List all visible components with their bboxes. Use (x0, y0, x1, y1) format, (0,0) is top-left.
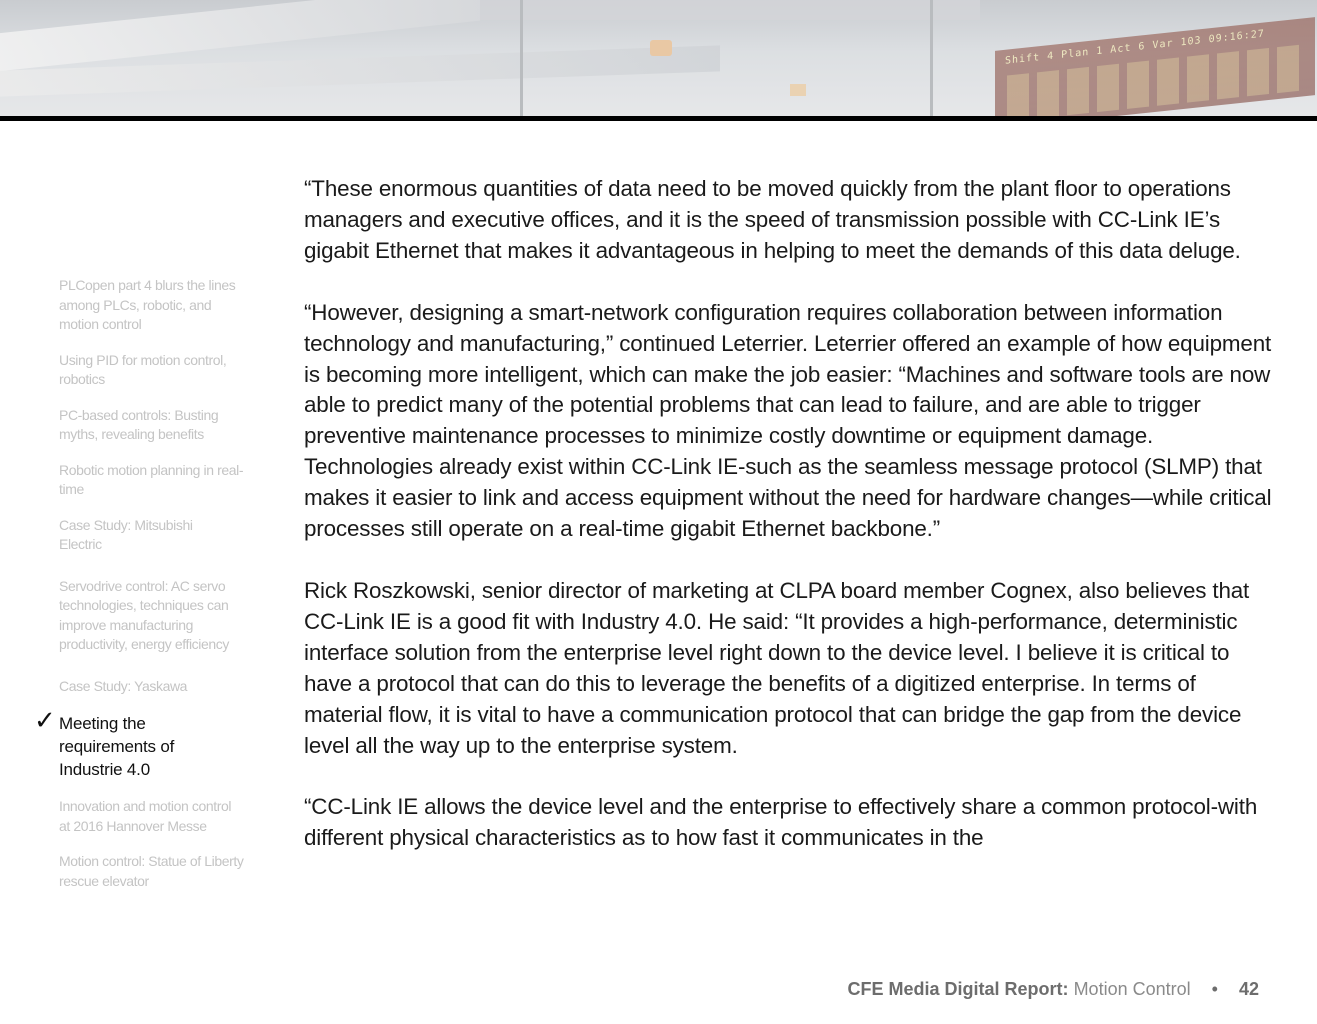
sidebar-item-label: Meeting the requirements of Industrie 4.0 (59, 714, 175, 779)
sidebar-item-label: Innovation and motion control at 2016 Hannover Messe (59, 798, 232, 834)
article-body (304, 174, 1279, 854)
board-text: Shift 4 Plan 1 Act 6 Var 103 09:16:27 (1005, 28, 1265, 67)
sidebar-item-statue-of-liberty[interactable] (34, 852, 244, 891)
hoist-hook (790, 84, 806, 96)
checkmark-icon: ✓ (34, 706, 56, 736)
sidebar-item-label: Case Study: Yaskawa (59, 677, 188, 694)
sidebar-item-case-study-mitsubishi[interactable] (34, 516, 199, 555)
page-number: 42 (1238, 979, 1259, 999)
sidebar-item-label: Using PID for motion control, robotics (59, 351, 227, 387)
sidebar-item-robotic-motion[interactable] (34, 461, 244, 500)
sidebar-item-label: Robotic motion planning in real-time (59, 461, 244, 497)
sidebar-item-hannover-messe[interactable] (34, 797, 244, 836)
section-title: Motion Control (1073, 979, 1191, 999)
sidebar-nav (34, 276, 244, 907)
sidebar-item-label: Case Study: Mitsubishi Electric (59, 516, 193, 552)
article-paragraph: “However, designing a smart-network configuration requires collaboration between information technology and manufacturing,” continued Leterrier. Leterrier offered an example of how equipment is becoming more intelligent, which can make the job easier: “Machines and software tools are now able to predict many of the potential problems that can lead to failure, and are able to trigger preventive maintenance processes to minimize costly downtime or equipment damage. Technologies already exist within CC-Link IE-such as the seamless message protocol (SLMP) that makes it easier to link and access equipment without the need for hardware changes—while critical processes still operate on a real-time gigabit Ethernet backbone.” (304, 299, 1272, 542)
hoist-hook (650, 40, 672, 56)
header-banner-image (0, 0, 1317, 116)
sidebar-item-pc-based-controls[interactable] (34, 406, 244, 445)
article-paragraph: Rick Roszkowski, senior director of marketing at CLPA board member Cognex, also believes that CC-Link IE is a good fit with Industry 4.0. He said: “It provides a high-performance, deterministic interface solution from the enterprise level right down to the device level. I believe it is critical to have a protocol that can do this to leverage the benefits of a digitized enterprise. In terms of material flow, it is vital to have a communication protocol that can bridge the gap from the device level all the way up to the enterprise system. (304, 577, 1250, 758)
article-paragraph: “CC-Link IE allows the device level and the enterprise to effectively share a common protocol-with different physical characteristics as to how fast it communicates in the (304, 794, 1258, 851)
sidebar-item-case-study-yaskawa[interactable] (34, 677, 244, 697)
sidebar-item-plcopen[interactable] (34, 276, 244, 335)
sidebar-item-servodrive[interactable] (34, 577, 244, 655)
sidebar-item-label: Motion control: Statue of Liberty rescue elevator (59, 853, 244, 889)
page-footer (848, 979, 1259, 1000)
sidebar-item-industrie-4[interactable] (34, 706, 209, 781)
publication-title: CFE Media Digital Report: (847, 979, 1069, 999)
sidebar-item-label: PLCopen part 4 blurs the lines among PLCs, robotic, and motion control (59, 277, 236, 332)
sidebar-item-label: Servodrive control: AC servo technologies, techniques can improve manufacturing productivity, energy efficiency (59, 577, 229, 652)
ceiling-pole (520, 0, 523, 116)
ceiling-pole (930, 0, 933, 116)
sidebar-item-pid[interactable] (34, 351, 244, 390)
header-rule (0, 116, 1317, 121)
sidebar-item-label: PC-based controls: Busting myths, revealing benefits (59, 406, 219, 442)
footer-separator: • (1211, 979, 1218, 999)
production-display-board (995, 17, 1315, 116)
article-paragraph: “These enormous quantities of data need to be moved quickly from the plant floor to operations managers and executive offices, and it is the speed of transmission possible with CC-Link IE’s gigabit Ethernet that makes it advantageous in helping to meet the demands of this data deluge. (304, 176, 1241, 263)
